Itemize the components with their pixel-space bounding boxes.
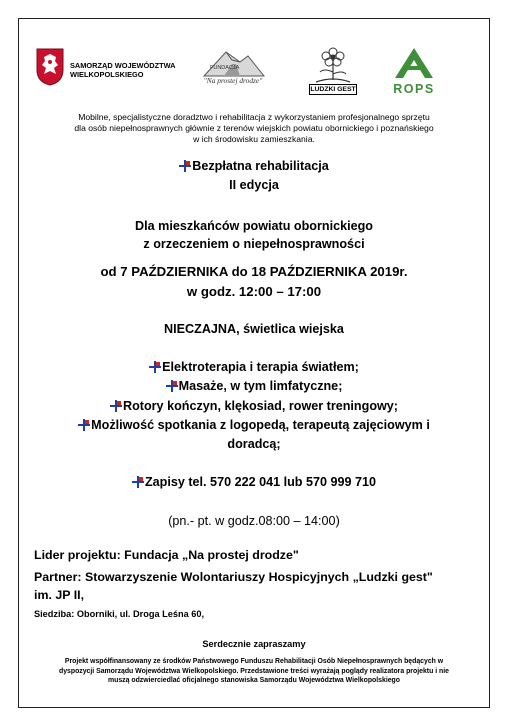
fundacja-logo xyxy=(196,46,270,92)
service-item xyxy=(30,360,478,374)
project-seat: Siedziba: Oborniki, ul. Droga Leśna 60, xyxy=(34,609,205,619)
registration-text: Zapisy tel. 570 222 041 lub 570 999 710 xyxy=(144,475,377,489)
project-partner-line1: Partner: Stowarzyszenie Wolontariuszy Hospicyjnych „Ludzki gest" xyxy=(34,570,433,584)
ludzki-gest-label: LUDZKI GEST xyxy=(310,86,356,93)
intro-line1: Mobilne, specjalistyczne doradztwo i rehabilitacja z wykorzystaniem profesjonalnego sprzętu xyxy=(78,112,430,122)
footer-line1: Projekt współfinansowany ze środków Państwowego Funduszu Rehabilitacji Osób Niepełnosprawnych będących w xyxy=(64,658,444,665)
registration-phones xyxy=(30,475,478,489)
samorzad-line2: WIELKOPOLSKIEGO xyxy=(70,70,144,79)
project-leader: Lider projektu: Fundacja „Na prostej drodze" xyxy=(34,548,299,562)
funding-footer xyxy=(40,657,468,686)
ludzki-gest-logo xyxy=(306,42,360,98)
service-item xyxy=(30,399,478,413)
heading-edition: II edycja xyxy=(229,178,279,192)
audience-line1: Dla mieszkańców powiatu obornickiego xyxy=(135,219,373,233)
service-item xyxy=(30,418,478,432)
rops-arrow-icon xyxy=(391,44,437,80)
cross-bullet-icon xyxy=(179,160,191,172)
footer-line2: dyspozycji Samorządu Województwa Wielkopolskiego. Przedstawione treści wyrażają poglądy realizatora projektu i nie xyxy=(58,667,449,675)
intro-line2: dla osób niepełnosprawnych głównie z terenów wiejskich powiatu obornickiego i poznańskiego xyxy=(74,123,434,133)
cross-bullet-icon xyxy=(149,361,161,373)
cross-bullet-icon xyxy=(132,476,144,488)
intro-text xyxy=(32,112,476,145)
registration-hours: (pn.- pt. w godz.08:00 – 14:00) xyxy=(168,514,340,528)
schedule-hours: w godz. 12:00 – 17:00 xyxy=(186,284,322,299)
schedule-dates: od 7 PAŹDZIERNIKA do 18 PAŹDZIERNIKA 2019r. xyxy=(100,264,408,279)
samorzad-line1: SAMORZĄD WOJEWÓDZTWA xyxy=(70,61,176,70)
rops-logo xyxy=(386,44,442,100)
service-item xyxy=(30,379,478,393)
project-partner-line2: im. JP II, xyxy=(34,588,85,602)
heading-title-text: Bezpłatna rehabilitacja xyxy=(192,159,329,173)
cross-bullet-icon xyxy=(166,380,178,392)
intro-line3: w ich środowisku zamieszkania. xyxy=(193,134,315,144)
audience-line2: z orzeczeniem o niepełnosprawności xyxy=(143,237,365,251)
location-rest: , świetlica wiejska xyxy=(236,322,344,336)
crest-icon xyxy=(36,48,64,86)
service-text: Możliwość spotkania z logopedą, terapeutą zajęciowym i xyxy=(91,418,430,432)
service-item-continuation: doradcą; xyxy=(227,437,281,451)
fundacja-tagline: "Na prostej drodze" xyxy=(203,76,263,85)
service-text: Masaże, w tym limfatyczne; xyxy=(178,379,343,393)
cross-bullet-icon xyxy=(110,400,122,412)
closing-invite: Serdecznie zapraszamy xyxy=(202,639,306,649)
heading-title xyxy=(30,159,478,173)
fundacja-name: FUNDACJA xyxy=(210,65,240,71)
flower-icon xyxy=(306,42,360,84)
rops-label: ROPS xyxy=(393,82,435,96)
samorzad-logo xyxy=(36,48,186,92)
service-text: Elektroterapia i terapia światłem; xyxy=(162,360,359,374)
service-text: Rotory kończyn, klękosiad, rower treningowy; xyxy=(122,399,399,413)
location-place: NIECZAJNA xyxy=(164,322,237,336)
logo-bar xyxy=(30,42,478,106)
cross-bullet-icon xyxy=(78,419,90,431)
footer-line3: muszą odzwierciedlać oficjalnego stanowiska Samorządu Województwa Wielkopolskiego xyxy=(108,677,400,685)
location xyxy=(30,322,478,336)
